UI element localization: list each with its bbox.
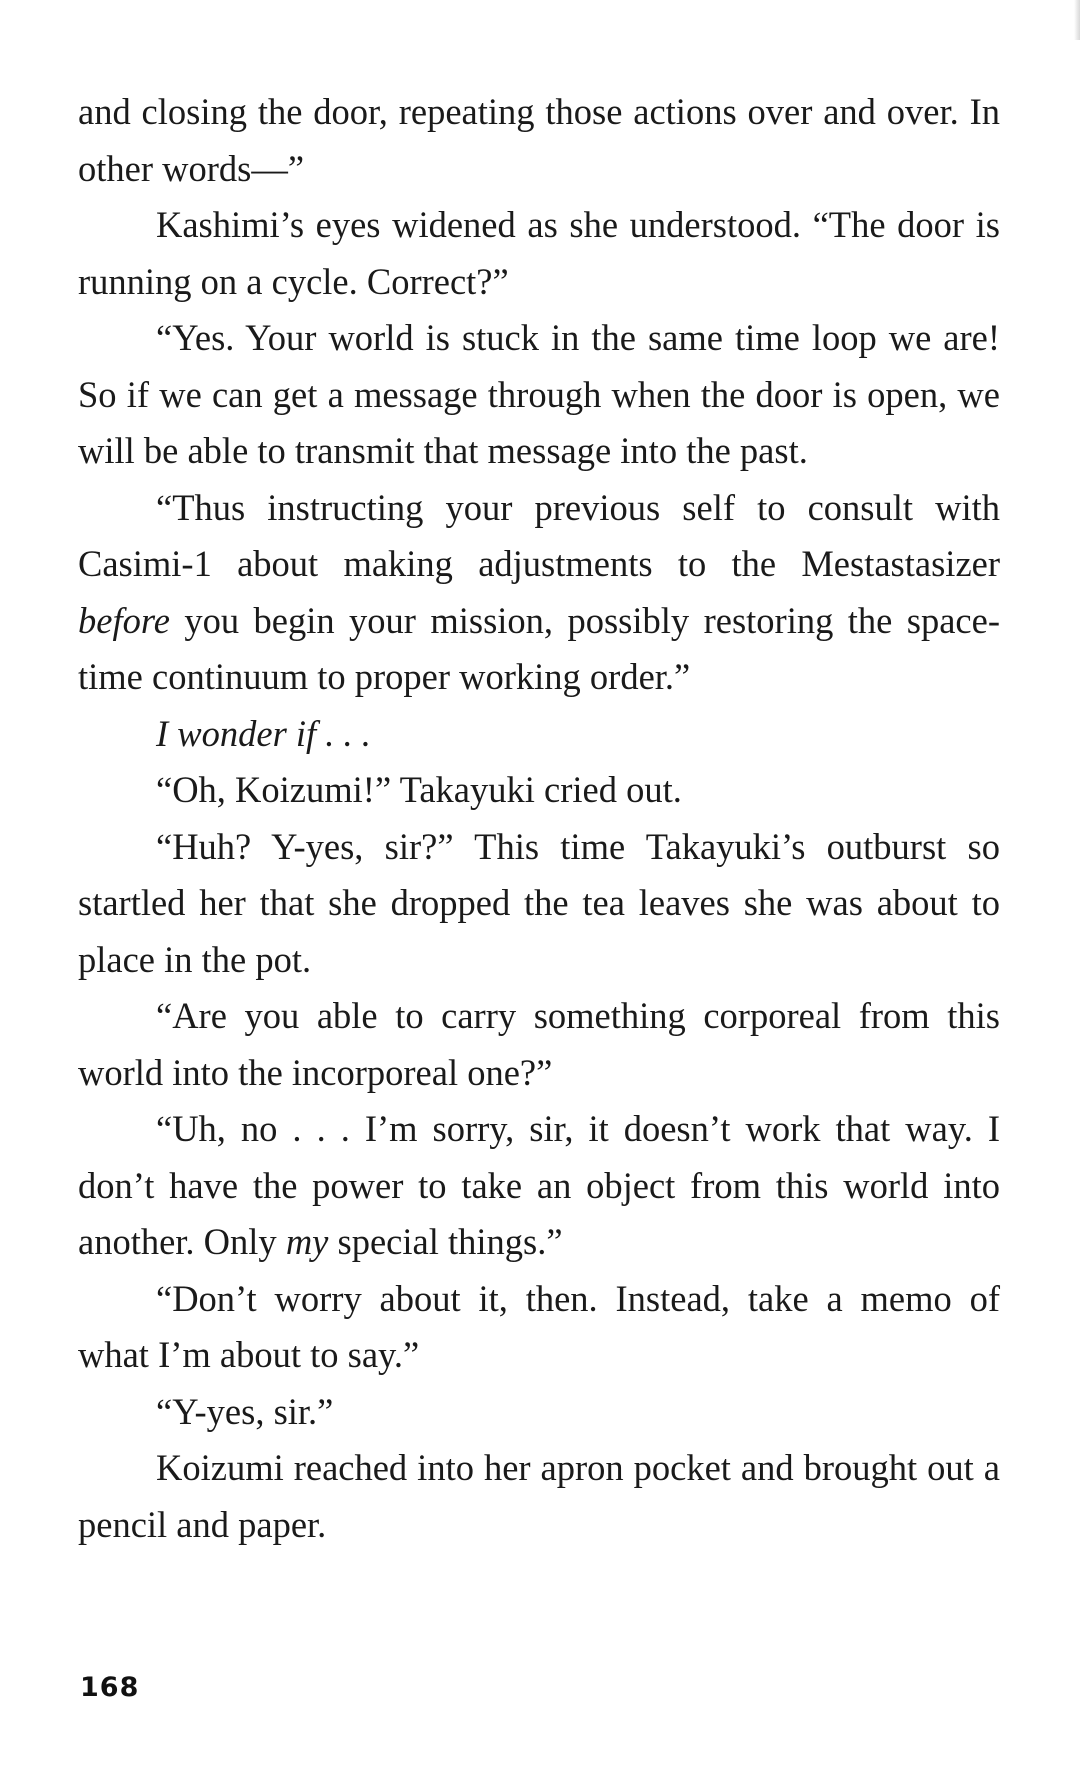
paragraph	[78, 762, 1000, 819]
text-run: “Huh? Y-yes, sir?” This time Takayuki’s outburst so startled her that she dropped the tea leaves she was about to place in the pot.	[78, 825, 1000, 980]
paragraph	[78, 1384, 1000, 1441]
paragraph	[78, 310, 1000, 480]
text-run: “Y-yes, sir.”	[156, 1390, 334, 1432]
page-edge-shadow	[1074, 0, 1080, 40]
text-run: you begin your mission, possibly restoring the space-time continuum to proper working order.”	[78, 599, 1000, 697]
text-run: “Oh, Koizumi!” Takayuki cried out.	[156, 769, 682, 810]
inner-thought-text: I wonder if . . .	[156, 712, 371, 754]
text-run: Koizumi reached into her apron pocket and brought out a pencil and paper.	[78, 1447, 1000, 1545]
emphasis-text: my	[285, 1221, 329, 1262]
text-run: “Uh, no . . . I’m sorry, sir, it doesn’t work that way. I don’t have the power to take an object from this world into another. Only	[78, 1108, 1000, 1262]
paragraph	[78, 197, 1000, 310]
text-run: Kashimi’s eyes widened as she understood. “The door is running on a cycle. Correct?”	[78, 204, 1000, 302]
paragraph	[78, 1440, 1000, 1553]
text-run: “Don’t worry about it, then. Instead, take a memo of what I’m about to say.”	[78, 1277, 1000, 1375]
paragraph	[78, 706, 1000, 763]
page-number: 168	[80, 1672, 140, 1703]
emphasis-text: before	[78, 599, 170, 641]
text-run: and closing the door, repeating those actions over and over. In other words—”	[78, 91, 1000, 189]
paragraph	[78, 1101, 1000, 1271]
paragraph	[78, 1271, 1000, 1384]
paragraph	[78, 480, 1000, 706]
text-run: “Yes. Your world is stuck in the same time loop we are! So if we can get a message through when the door is open, we will be able to transmit that message into the past.	[78, 317, 1000, 471]
text-run: “Thus instructing your previous self to consult with Casimi-1 about making adjustments to the Mestastasizer	[78, 486, 1000, 584]
text-run: special things.”	[328, 1221, 563, 1262]
paragraph	[78, 819, 1000, 989]
text-run: “Are you able to carry something corporeal from this world into the incorporeal one?”	[78, 995, 1000, 1093]
body-text	[78, 84, 1000, 1553]
paragraph	[78, 988, 1000, 1101]
paragraph	[78, 84, 1000, 197]
